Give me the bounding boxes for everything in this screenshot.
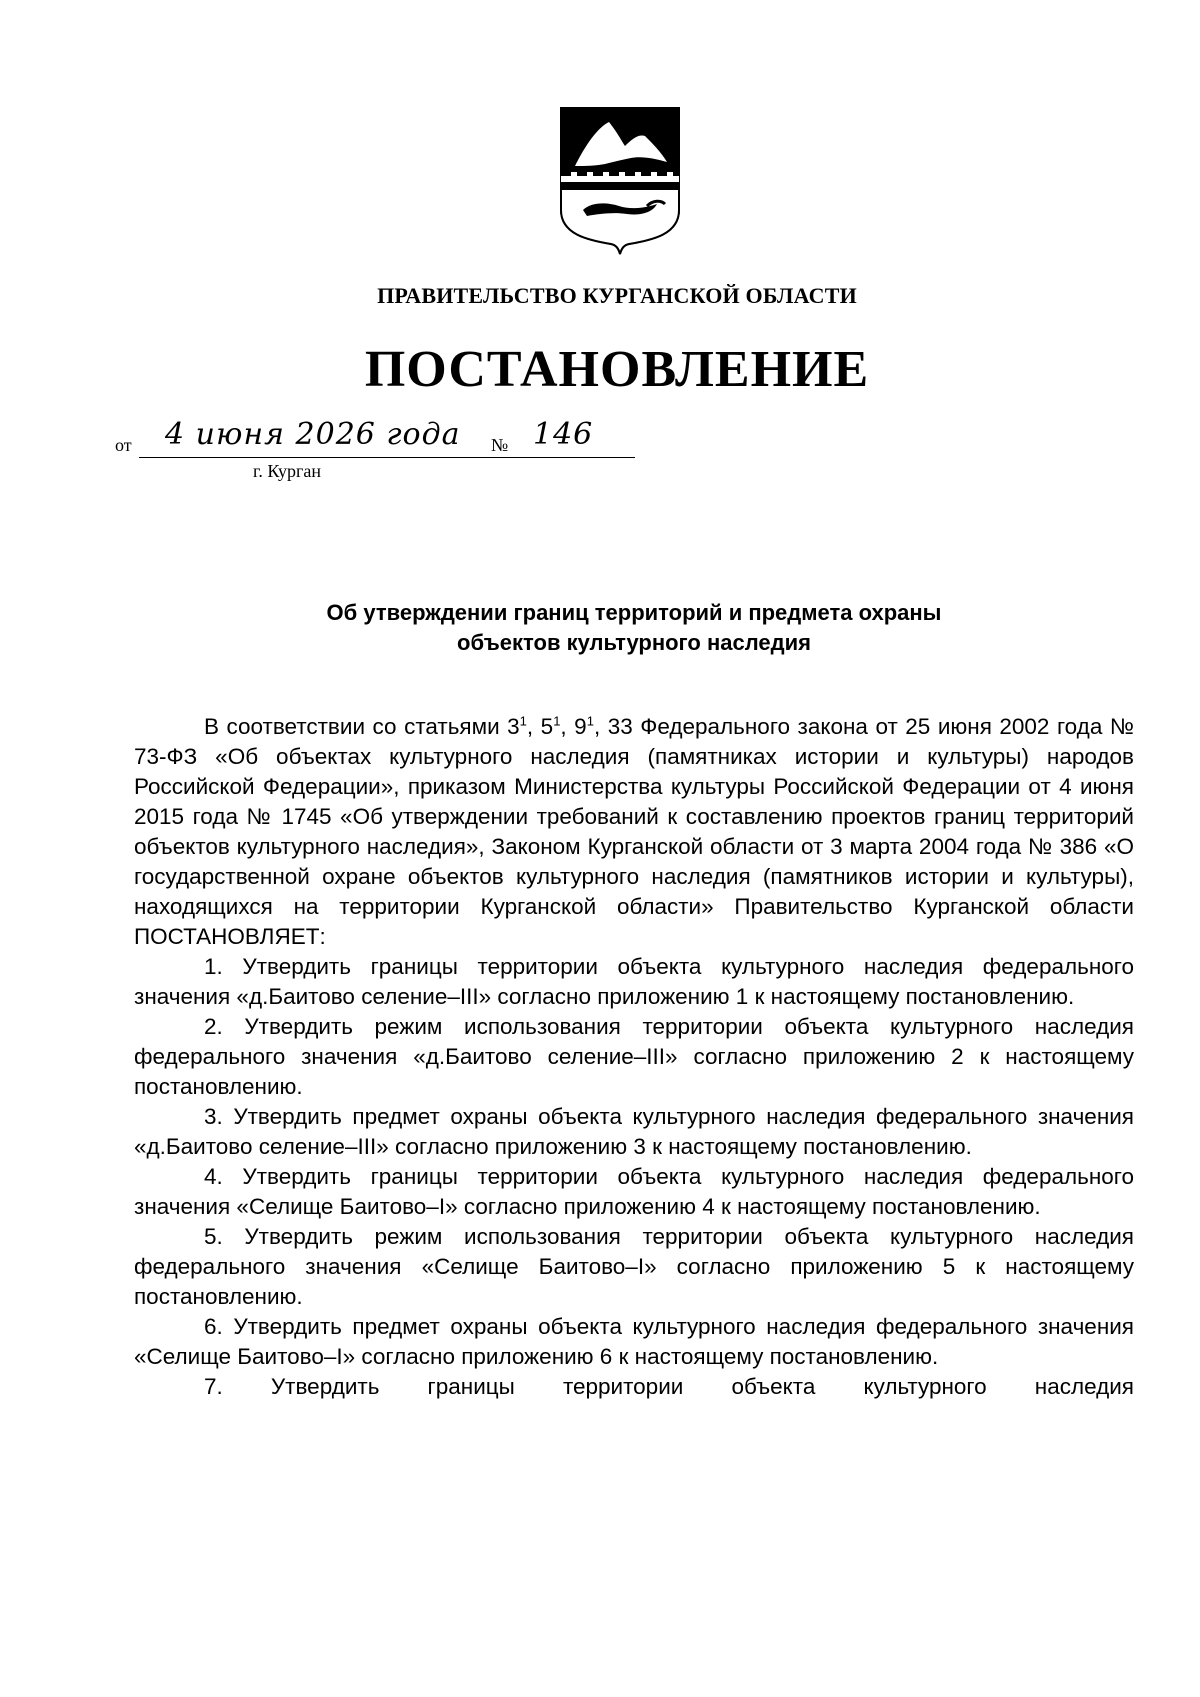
item-4: 4. Утвердить границы территории объекта культурного наследия федерального значения «Селище Баитово–I» согласно приложению 4 к настоящему постановлению. bbox=[134, 1164, 1134, 1219]
item-7: 7. Утвердить границы территории объекта культурного наследия bbox=[204, 1374, 1134, 1399]
organization-name: ПРАВИТЕЛЬСТВО КУРГАНСКОЙ ОБЛАСТИ bbox=[377, 283, 857, 308]
title-line-2: объектов культурного наследия bbox=[457, 630, 811, 655]
document-body bbox=[134, 712, 1134, 1402]
item-3: 3. Утвердить предмет охраны объекта культурного наследия федерального значения «д.Баитово селение–III» согласно приложению 3 к настоящему постановлению. bbox=[134, 1104, 1134, 1159]
handwritten-number: 146 bbox=[533, 417, 594, 452]
date-number-line bbox=[115, 417, 635, 485]
handwritten-date: 4 июня 2026 года bbox=[165, 417, 461, 452]
document-type: ПОСТАНОВЛЕНИЕ bbox=[364, 341, 870, 398]
item-2: 2. Утвердить режим использования территории объекта культурного наследия федерального значения «д.Баитово селение–III» согласно приложению 2 к настоящему постановлению. bbox=[134, 1014, 1134, 1099]
number-underline bbox=[525, 457, 635, 458]
from-label: от bbox=[115, 435, 132, 455]
item-5: 5. Утвердить режим использования территории объекта культурного наследия федерального значения «Селище Баитово–I» согласно приложению 5 к настоящему постановлению. bbox=[134, 1224, 1134, 1309]
item-6: 6. Утвердить предмет охраны объекта культурного наследия федерального значения «Селище Баитово–I» согласно приложению 6 к настоящему постановлению. bbox=[134, 1314, 1134, 1369]
title-line-1: Об утверждении границ территорий и предмета охраны bbox=[326, 600, 942, 625]
document-title bbox=[0, 598, 1200, 658]
city-label: г. Курган bbox=[253, 461, 322, 481]
preamble-paragraph: В соответствии со статьями $3^1$, $5^1$, $9^1$, 33 Федерального закона от 25 июня 2002 года № 73-ФЗ «Об объектах культурного наследия (памятниках истории и культуры) народов Российской Федерации», приказом Министерства культуры Российской Федерации от 4 июня 2015 года № 1745 «Об утверждении требований к составлению проектов границ территорий объектов культурного наследия», Законом Курганской области от 3 марта 2004 года № 386 «О государственной охране объектов культурного наследия (памятников истории и культуры), находящихся на территории Курганской области» Правительство Курганской области ПОСТАНОВЛЯЕТ: bbox=[134, 713, 1134, 949]
item-1: 1. Утвердить границы территории объекта культурного наследия федерального значения «д.Баитово селение–III» согласно приложению 1 к настоящему постановлению. bbox=[134, 954, 1134, 1009]
number-label: № bbox=[491, 435, 509, 455]
coat-of-arms-icon bbox=[557, 106, 683, 256]
